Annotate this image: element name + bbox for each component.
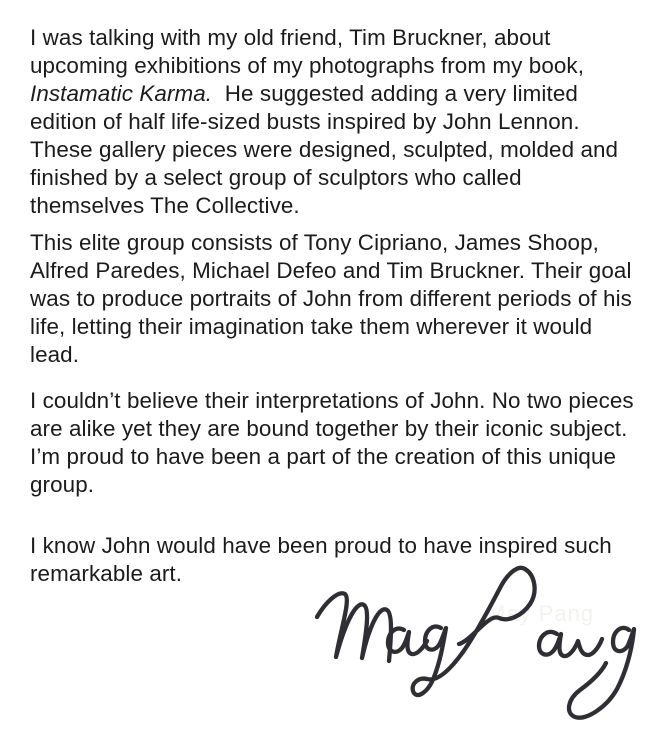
text-line: lead.	[30, 342, 80, 367]
text-line: I was talking with my old friend, Tim Bruckner, about	[30, 25, 551, 50]
text-segment: He suggested adding a very limited	[212, 81, 578, 106]
text-line: I know John would have been proud to have inspired such	[30, 533, 612, 558]
text-line: These gallery pieces were designed, sculpted, molded and	[30, 137, 619, 162]
text-line: finished by a select group of sculptors who called	[30, 165, 522, 190]
signature-stroke-y-p	[413, 568, 535, 695]
book-title-italic: Instamatic Karma.	[30, 81, 213, 106]
signature-stroke-m	[317, 593, 391, 661]
paragraph-intro	[30, 24, 652, 220]
text-line: edition of half life-sized busts inspired by John Lennon.	[30, 109, 580, 134]
text-line: themselves The Collective.	[30, 193, 300, 218]
text-line	[30, 80, 652, 108]
signature-may-pang	[300, 560, 650, 735]
text-line: group.	[30, 472, 95, 497]
letter-body	[30, 24, 652, 588]
text-line: life, letting their imagination take them wherever it would	[30, 314, 593, 339]
text-line: I couldn’t believe their interpretations of John. No two pieces	[30, 388, 634, 413]
text-line: are alike yet they are bound together by their iconic subject.	[30, 416, 628, 441]
text-line: remarkable art.	[30, 561, 183, 586]
signature-watermark: May Pang	[487, 601, 595, 626]
text-line: Alfred Paredes, Michael Defeo and Tim Bruckner. Their goal	[30, 258, 632, 283]
text-line: I’m proud to have been a part of the creation of this unique	[30, 444, 617, 469]
signature-stroke-an	[539, 632, 602, 656]
paragraph-collective-members	[30, 229, 652, 369]
text-line: was to produce portraits of John from different periods of his	[30, 286, 632, 311]
text-line: This elite group consists of Tony Cipriano, James Shoop,	[30, 230, 599, 255]
signature-stroke-a1	[388, 628, 427, 654]
text-line: upcoming exhibitions of my photographs from my book,	[30, 53, 585, 78]
signature-ink	[317, 568, 634, 718]
paragraph-interpretations	[30, 387, 652, 499]
